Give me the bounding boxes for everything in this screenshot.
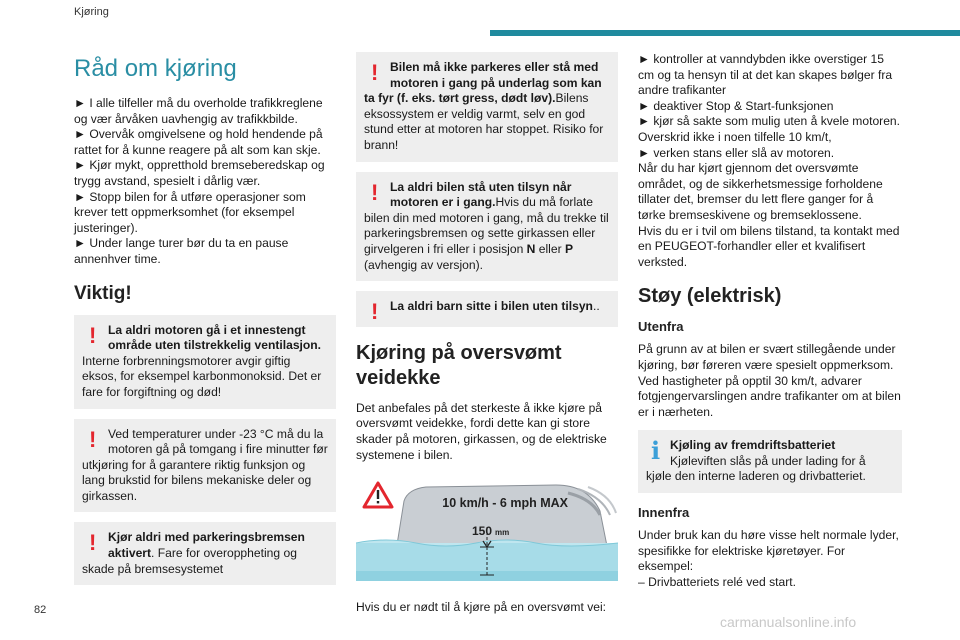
flood-bullet: ► verken stans eller slå av motoren.: [638, 145, 835, 160]
intro-bullet: ► Overvåk omgivelsene og hold hendende på rattet for å kunne reagere på alt som kan skje.: [74, 127, 323, 157]
gear-position-p: P: [564, 241, 574, 256]
note-text: Hvis du må forlate bilen din med motoren i gang, må du trekke til parkeringsbremsen og sette girkassen eller girvelgeren i fri eller i posisjon: [364, 195, 609, 256]
warning-exclamation-icon: !: [89, 322, 97, 348]
note-text: Bilens eksossystem er veldig varmt, selv en god stund etter at motoren har stoppet. Risiko for brann!: [364, 91, 604, 152]
outside-subheading: Utenfra: [638, 319, 684, 335]
outside-paragraph: På grunn av at bilen er svært stillegående under kjøring, bør føreren være spesielt oppmerksom. Ved hastigheter på opptil 30 km/t, advarer fotgjengervarslingen andre trafikanter om at bilen er i nærheten.: [638, 342, 901, 419]
note-text: ..: [592, 299, 600, 314]
column-1: [74, 52, 336, 595]
flooded-road-paragraph: Det anbefales på det sterkeste å ikke kjøre på oversvømt veidekke, fordi dette kan gi store skader på motoren, girkassen, og de elektriske systemene i bilen.: [356, 400, 607, 462]
note-bold: La aldri motoren gå i et innestengt område uten tilstrekkelig ventilasjon.: [108, 322, 322, 353]
warning-note: [74, 315, 336, 409]
flood-bullet: ► kjør så sakte som mulig uten å kvele motoren. Overskrid ikke i noen tilfelle 10 km/t,: [638, 114, 901, 144]
page-number: 82: [34, 604, 47, 616]
inside-subheading: Innenfra: [638, 505, 690, 521]
warning-note: [74, 522, 336, 585]
section-title: Råd om kjøring: [74, 55, 237, 82]
intro-bullet: ► Stopp bilen for å utføre operasjoner som krever tett oppmerksomhet (for eksempel justeringer).: [74, 189, 306, 235]
depth-value: 150: [471, 524, 492, 539]
inside-paragraph: Under bruk kan du høre visse helt normale lyder, spesifikke for elektriske kjøretøyer. For eksempel:: [638, 528, 899, 574]
info-text: Kjøleviften slås på under lading for å kjøle den interne laderen og drivbatteriet.: [646, 453, 866, 484]
info-bold: Kjøling av fremdriftsbatteriet: [670, 438, 836, 453]
warning-exclamation-icon: !: [371, 299, 379, 325]
watermark: carmanualsonline.info: [720, 614, 857, 630]
running-header: Kjøring: [74, 6, 109, 18]
column-2: [356, 52, 618, 616]
note-text: . Fare for overoppheting og skade på bremsesystemet: [82, 546, 297, 576]
noise-heading: Støy (elektrisk): [638, 285, 782, 308]
warning-exclamation-icon: !: [89, 426, 97, 452]
info-note: [638, 430, 902, 493]
note-bold: Kjør aldri med parkeringsbremsen aktivert: [108, 530, 305, 561]
header-accent-bar: [490, 30, 960, 36]
gear-position-n: N: [526, 241, 536, 256]
flooded-road-illustration: [356, 471, 618, 581]
note-text: eller: [535, 241, 565, 256]
inside-dash-item: – Drivbatteriets relé ved start.: [638, 574, 796, 589]
warning-exclamation-icon: !: [371, 179, 379, 205]
flooded-road-heading: Kjøring på oversvømt veidekke: [356, 341, 562, 389]
note-bold: Bilen må ikke parkeres eller stå med motoren i gang på underlag som kan ta fyr (f. eks. tørt gress, dødt løv).: [364, 60, 602, 106]
warning-exclamation-icon: !: [371, 60, 379, 85]
warning-note: [356, 52, 618, 162]
flood-bullet: ► deaktiver Stop & Start-funksjonen: [638, 98, 834, 113]
depth-unit: mm: [495, 528, 510, 538]
dealer-paragraph: Hvis du er i tvil om bilens tilstand, ta kontakt med en PEUGEOT-forhandler eller et kvalifisert verksted.: [638, 223, 900, 269]
note-text: Ved temperaturer under -23 °C må du la motoren gå på tomgang i fire minutter før utkjøring for å garantere riktig funksjon og lang brukstid for bilens mekaniske deler og girkassen.: [82, 426, 328, 503]
info-icon: i: [651, 436, 661, 466]
intro-bullet: ► Under lange turer bør du ta en pause annenhver time.: [74, 236, 289, 266]
flood-bullet: ► kontroller at vanndybden ikke overstiger 15 cm og ta hensyn til at det kan skapes bølger fra andre trafikanter: [638, 52, 893, 98]
after-flood-paragraph: Når du har kjørt gjennom det oversvømte området, og de sikkerhetsmessige forholdene tillater det, bremser du lett flere ganger for å tørke bremseskivene og bremseklossene.: [638, 161, 883, 222]
intro-bullet: ► I alle tilfeller må du overholde trafikkreglene og vær årvåken uavhengig av trafikkbilde.: [74, 96, 323, 126]
column-3: [638, 52, 902, 590]
note-text: (avhengig av versjon).: [364, 257, 483, 272]
warning-exclamation-icon: !: [89, 530, 97, 556]
warning-note: [356, 291, 618, 327]
warning-note: [74, 419, 336, 513]
warning-note: [356, 172, 618, 282]
important-heading: Viktig!: [74, 282, 132, 304]
speed-limit-label: 10 km/h - 6 mph MAX: [442, 496, 568, 511]
flooded-road-instruction: Hvis du er nødt til å kjøre på en oversvømt vei:: [356, 600, 607, 615]
intro-bullet: ► Kjør mykt, oppretthold bremseberedskap og trygg avstand, spesielt i dårlig vær.: [74, 158, 325, 188]
note-bold: La aldri barn sitte i bilen uten tilsyn: [390, 299, 593, 314]
note-text: Interne forbrenningsmotorer avgir giftig eksos, for eksempel karbonmonoksid. Det er fare for forgiftning og død!: [82, 353, 322, 399]
note-bold: La aldri bilen stå uten tilsyn når motoren er i gang.: [390, 179, 572, 210]
